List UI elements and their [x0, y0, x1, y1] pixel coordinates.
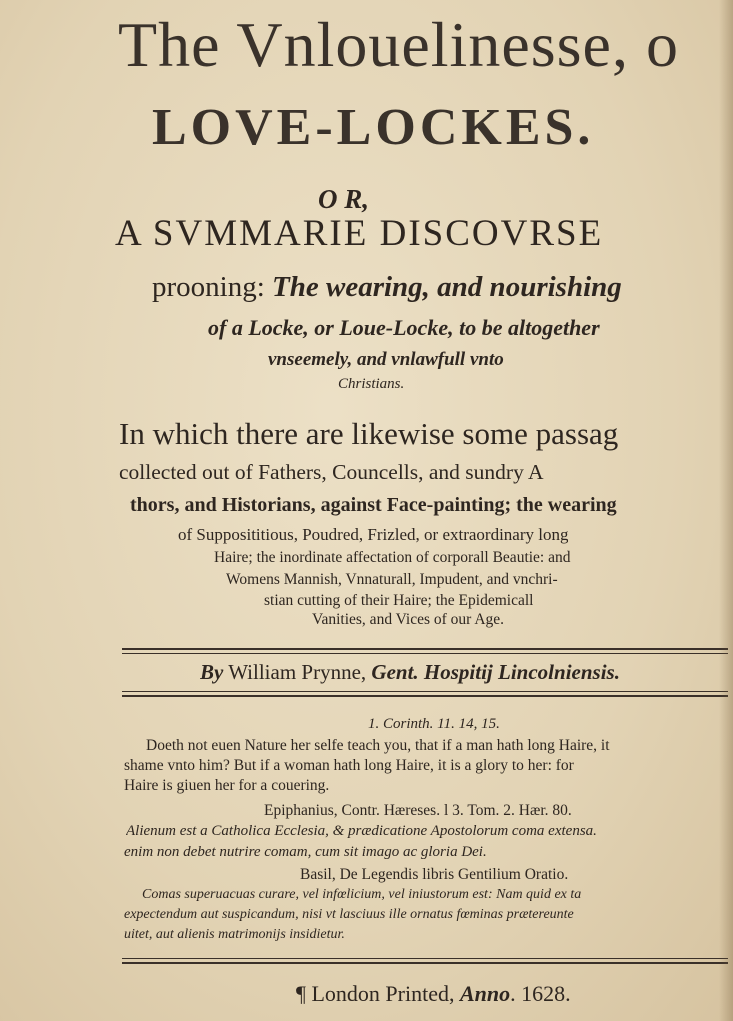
imprint-text: London Printed,: [305, 981, 460, 1006]
author-line: [200, 660, 620, 685]
imprint-year: . 1628.: [510, 981, 571, 1006]
pilcrow-icon: ¶: [296, 981, 306, 1006]
subtitle-line-5: Christians.: [338, 376, 405, 392]
imprint-anno: Anno: [459, 981, 511, 1006]
basil-text: Comas superuacuas curare, vel infœlicium, vel iniustorum est: Nam quid ex ta: [142, 887, 582, 902]
corinth-text: shame vnto him? But if a woman hath long Haire, it is a glory to her: for: [124, 757, 574, 774]
subtitle-line-4: vnseemely, and vnlawfull vnto: [268, 349, 504, 370]
rule-mid-thick: [122, 695, 728, 697]
basil-text: expectendum aut suspicandum, nisi vt lasciuus ille ornatus fœminas prætereunte: [124, 907, 574, 922]
rule-bottom-thick: [122, 962, 728, 964]
epiphanius-text: Alienum est a Catholica Ecclesia, & prædicatione Apostolorum coma extensa.: [126, 823, 597, 839]
description-line: In which there are likewise some passag: [119, 416, 619, 451]
subtitle-line-2: [152, 271, 622, 304]
subtitle-line-2-italic: The wearing, and nourishing: [272, 271, 622, 303]
rule-bottom-thin: [122, 958, 728, 959]
description-line: of Supposititious, Poudred, Frizled, or extraordinary long: [178, 525, 569, 544]
author-name: William Prynne,: [223, 660, 372, 684]
subtitle-line-3: of a Locke, or Loue-Locke, to be altogether: [208, 315, 600, 340]
basil-reference: Basil, De Legendis libris Gentilium Oratio.: [300, 866, 569, 883]
title-line-2: LOVE-LOCKES.: [152, 99, 595, 156]
description-line: thors, and Historians, against Face-painting; the wearing: [130, 494, 617, 516]
or-label: O R,: [318, 184, 370, 214]
rule-top-thin: [122, 653, 728, 654]
subtitle-line-2-roman: prooning:: [152, 271, 273, 303]
corinth-text: Doeth not euen Nature her selfe teach you, that if a man hath long Haire, it: [146, 737, 610, 754]
description-line: Womens Mannish, Vnnaturall, Impudent, and vnchri-: [226, 571, 558, 588]
description-line: Vanities, and Vices of our Age.: [312, 611, 505, 628]
rule-top-thick: [122, 648, 728, 650]
author-affiliation: Gent. Hospitij Lincolniensis.: [371, 660, 620, 684]
basil-text: uitet, aut alienis matrimonijs insidietur.: [124, 927, 345, 942]
description-line: Haire; the inordinate affectation of corporall Beautie: and: [214, 549, 571, 566]
corinth-text: Haire is giuen her for a couering.: [124, 777, 330, 794]
imprint-line: [296, 981, 571, 1007]
rule-mid-thin: [122, 691, 728, 692]
subtitle-line-1: A SVMMARIE DISCOVRSE: [115, 213, 604, 254]
epiphanius-reference: Epiphanius, Contr. Hæreses. l 3. Tom. 2. Hær. 80.: [264, 802, 572, 819]
epiphanius-text: enim non debet nutrire comam, cum sit imago ac gloria Dei.: [124, 844, 487, 860]
author-prefix: By: [200, 660, 224, 684]
description-line: stian cutting of their Haire; the Epidemicall: [264, 592, 534, 609]
description-line: collected out of Fathers, Councells, and sundry A: [119, 460, 544, 484]
corinth-reference: 1. Corinth. 11. 14, 15.: [368, 716, 500, 732]
title-line-1: The Vnlouelinesse, o: [118, 9, 679, 80]
